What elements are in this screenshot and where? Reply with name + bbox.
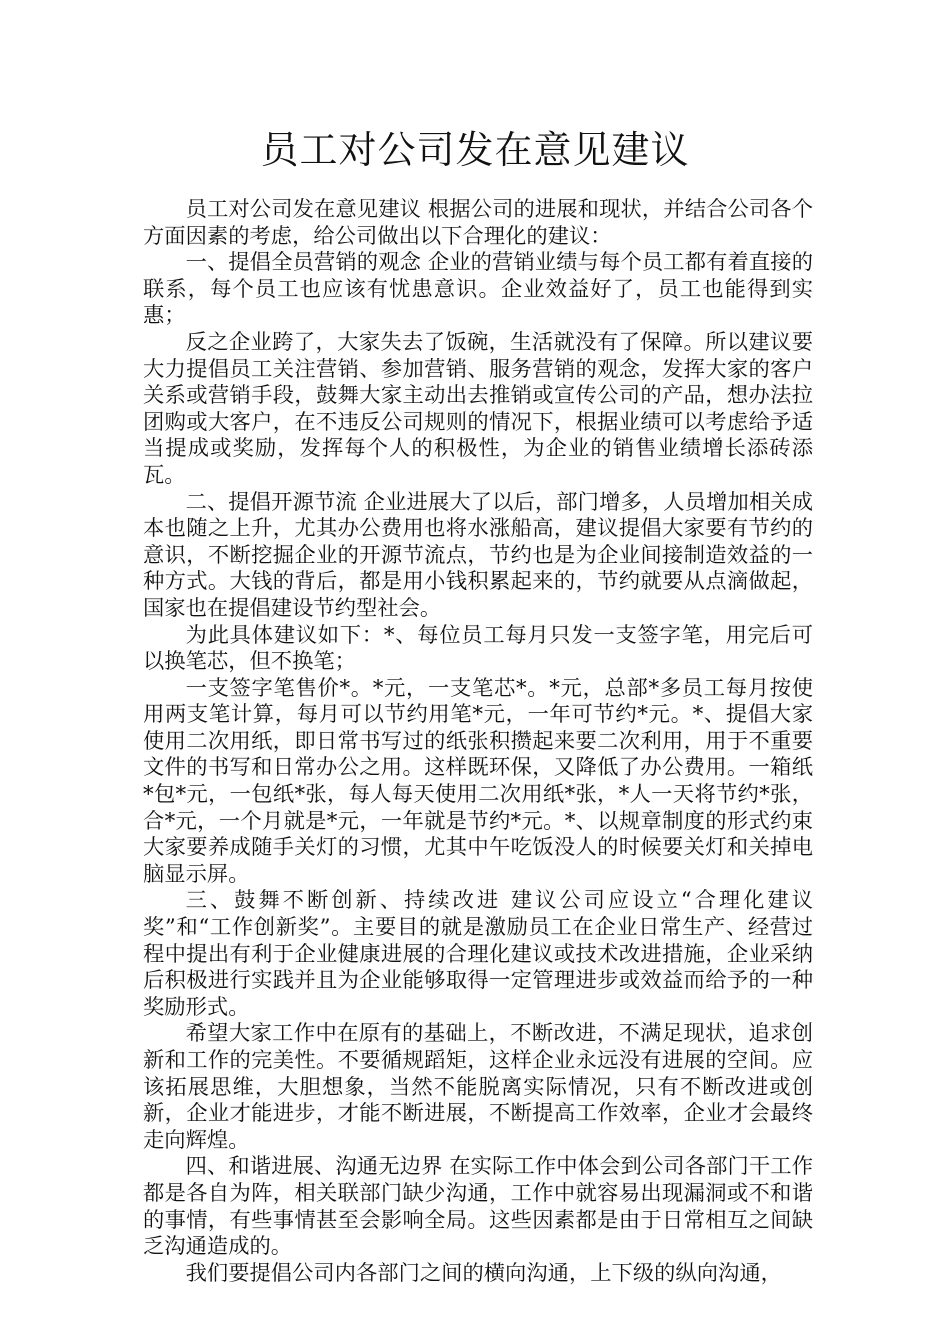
- paragraph-section-4-detail: 我们要提倡公司内各部门之间的横向沟通，上下级的纵向沟通，: [185, 1260, 782, 1286]
- paragraph-section-2-detail: 一支签字笔售价*。*元，一支笔芯*。*元，总部*多员工每月按使用两支笔计算，每月可以节约用笔*元，一年可节约*元。*、提倡大家使用二次用纸，即日常书写过的纸张积攒起来要二次利用，用于不重要文件的书写和日常办公之用。这样既环保，又降低了办公费用。一箱纸*包*元，一包纸*张，每人每天使用二次用纸*张，*人一天将节约*张，合*元，一个月就是*元，一年就是节约*元。*、以规章制度的形式约束大家要养成随手关灯的习惯，尤其中午吃饭没人的时候要关灯和关掉电脑显示屏。: [143, 675, 813, 887]
- paragraph-section-3: 三、鼓舞不断创新、持续改进 建议公司应设立“合理化建议奖”和“工作创新奖”。主要目的就是激励员工在企业日常生产、经营过程中提出有利于企业健康进展的合理化建议或技术改进措施，企业采纳后积极进行实践并且为企业能够取得一定管理进步或效益而给予的一种奖励形式。: [143, 888, 813, 1020]
- document-body: [143, 197, 813, 1287]
- paragraph-section-2: 二、提倡开源节流 企业进展大了以后，部门增多，人员增加相关成本也随之上升，尤其办公费用也将水涨船高，建议提倡大家要有节约的意识，不断挖掘企业的开源节流点，节约也是为企业间接制造效益的一种方式。大钱的背后，都是用小钱积累起来的，节约就要从点滴做起，国家也在提倡建设节约型社会。: [143, 489, 813, 621]
- paragraph-section-3-detail: 希望大家工作中在原有的基础上，不断改进，不满足现状，追求创新和工作的完美性。不要循规蹈矩，这样企业永远没有进展的空间。应该拓展思维，大胆想象，当然不能脱离实际情况，只有不断改进或创新，企业才能进步，才能不断进展，不断提高工作效率，企业才会最终走向辉煌。: [143, 1021, 813, 1153]
- paragraph-section-2-suggestions: 为此具体建议如下：*、每位员工每月只发一支签字笔，用完后可以换笔芯，但不换笔；: [143, 622, 813, 675]
- paragraph-section-4: 四、和谐进展、沟通无边界 在实际工作中体会到公司各部门干工作都是各自为阵，相关联部门缺少沟通，工作中就容易出现漏洞或不和谐的事情，有些事情甚至会影响全局。这些因素都是由于日常相互之间缺乏沟通造成的。: [143, 1154, 813, 1260]
- paragraph-section-1-detail: 反之企业跨了，大家失去了饭碗，生活就没有了保障。所以建议要大力提倡员工关注营销、参加营销、服务营销的观念，发挥大家的客户关系或营销手段，鼓舞大家主动出去推销或宣传公司的产品，想办法拉团购或大客户，在不违反公司规则的情况下，根据业绩可以考虑给予适当提成或奖励，发挥每个人的积极性，为企业的销售业绩增长添砖添瓦。: [143, 329, 813, 488]
- paragraph-intro: 员工对公司发在意见建议 根据公司的进展和现状，并结合公司各个方面因素的考虑，给公司做出以下合理化的建议：: [143, 197, 813, 249]
- paragraph-section-1: 一、提倡全员营销的观念 企业的营销业绩与每个员工都有着直接的联系，每个员工也应该有忧患意识。企业效益好了，员工也能得到实惠；: [143, 250, 813, 329]
- document-title: 员工对公司发在意见建议: [260, 128, 690, 172]
